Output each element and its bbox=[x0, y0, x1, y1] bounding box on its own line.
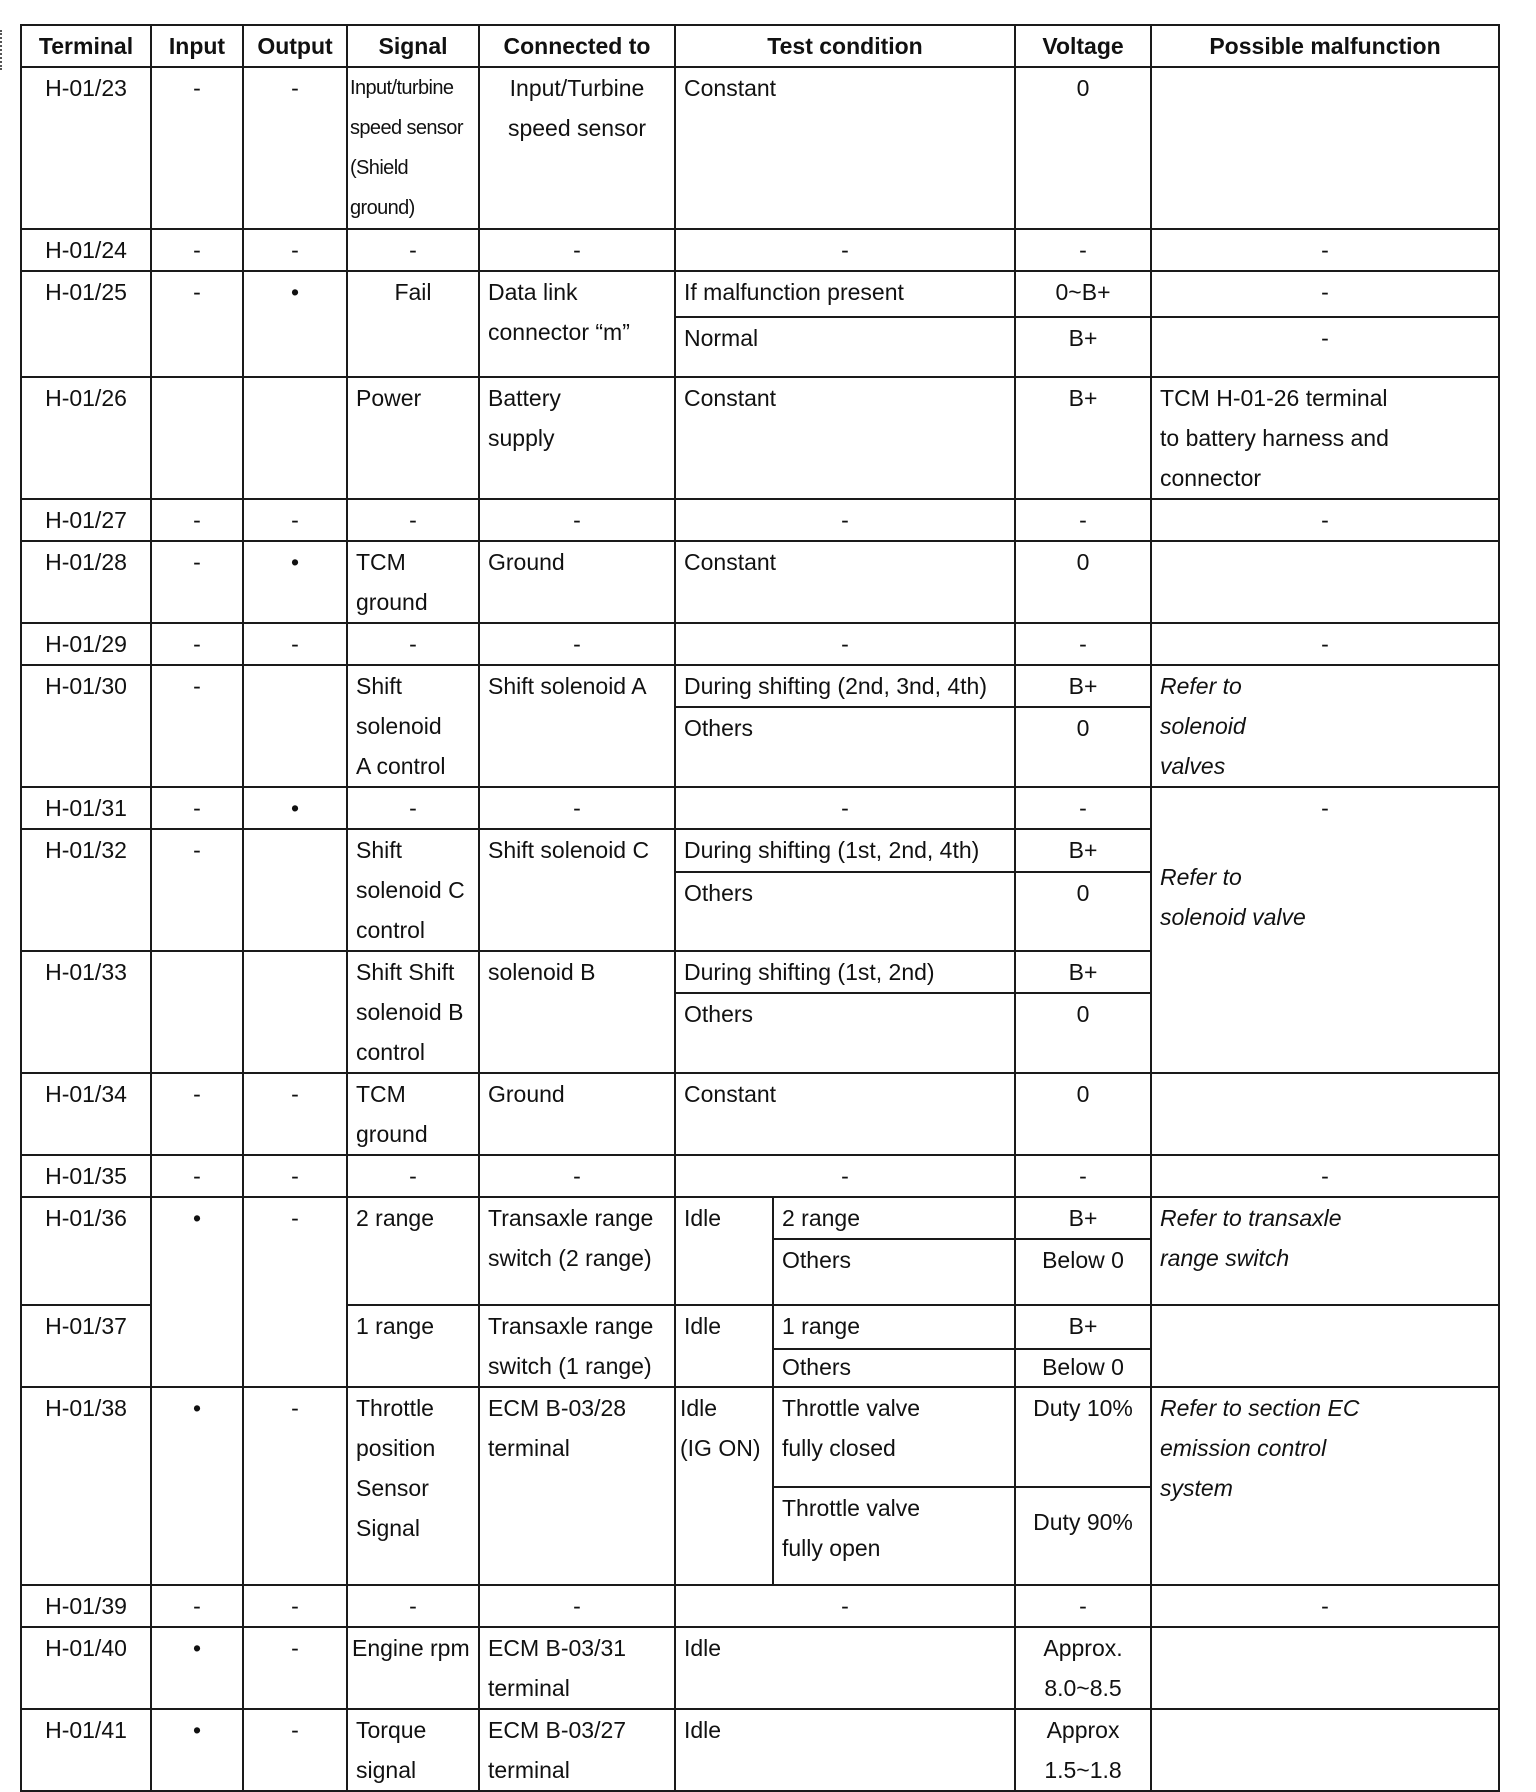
output-dot: • bbox=[243, 541, 347, 623]
subcondition-cell: Throttle valve fully open bbox=[773, 1487, 1015, 1585]
condition-cell: Others bbox=[675, 872, 1015, 951]
signal-cell: - bbox=[347, 499, 479, 541]
output-dot: • bbox=[243, 787, 347, 829]
connected-cell: Ground bbox=[479, 541, 675, 623]
header-connected-to: Connected to bbox=[479, 25, 675, 67]
connected-cell: ECM B-03/27 terminal bbox=[479, 1709, 675, 1791]
condition-cell: Others bbox=[675, 993, 1015, 1073]
terminal-cell: H-01/38 bbox=[21, 1387, 151, 1585]
output-cell bbox=[243, 665, 347, 787]
malfunction-cell: - bbox=[1151, 229, 1499, 271]
output-cell: - bbox=[243, 1197, 347, 1387]
connected-cell: - bbox=[479, 499, 675, 541]
connected-cell: - bbox=[479, 623, 675, 665]
signal-cell: Power bbox=[347, 377, 479, 499]
input-dot: • bbox=[151, 1197, 243, 1387]
signal-cell: Engine rpm bbox=[347, 1627, 479, 1709]
output-cell: - bbox=[243, 1387, 347, 1585]
malfunction-cell bbox=[1151, 1709, 1499, 1791]
condition-cell: During shifting (1st, 2nd, 4th) bbox=[675, 829, 1015, 872]
voltage-cell: Duty 10% bbox=[1015, 1387, 1151, 1487]
terminal-cell: H-01/40 bbox=[21, 1627, 151, 1709]
subcondition-cell: 1 range bbox=[773, 1305, 1015, 1349]
table-row bbox=[21, 499, 1499, 541]
table-row bbox=[21, 377, 1499, 499]
voltage-cell: - bbox=[1015, 499, 1151, 541]
voltage-cell: Approx 1.5~1.8 bbox=[1015, 1709, 1151, 1791]
connected-cell: Transaxle range switch (1 range) bbox=[479, 1305, 675, 1387]
voltage-cell: 0 bbox=[1015, 541, 1151, 623]
condition-cell: Idle (IG ON) bbox=[675, 1387, 773, 1585]
header-input: Input bbox=[151, 25, 243, 67]
terminal-cell: H-01/41 bbox=[21, 1709, 151, 1791]
terminal-cell: H-01/24 bbox=[21, 229, 151, 271]
table-row bbox=[21, 787, 1499, 829]
connected-cell: Shift solenoid C bbox=[479, 829, 675, 951]
malfunction-cell: - bbox=[1151, 1585, 1499, 1627]
terminal-cell: H-01/31 bbox=[21, 787, 151, 829]
terminal-cell: H-01/23 bbox=[21, 67, 151, 229]
connected-cell: ECM B-03/31 terminal bbox=[479, 1627, 675, 1709]
input-dot: • bbox=[151, 1709, 243, 1791]
output-cell: - bbox=[243, 1585, 347, 1627]
output-cell bbox=[243, 951, 347, 1073]
condition-cell: Constant bbox=[675, 377, 1015, 499]
terminal-cell: H-01/36 bbox=[21, 1197, 151, 1305]
voltage-cell: B+ bbox=[1015, 951, 1151, 993]
condition-cell: Idle bbox=[675, 1709, 1015, 1791]
condition-cell: - bbox=[675, 623, 1015, 665]
connected-cell: solenoid B bbox=[479, 951, 675, 1073]
terminal-table bbox=[20, 24, 1500, 1792]
table-row bbox=[21, 1155, 1499, 1197]
malfunction-cell: Refer to section EC emission control system bbox=[1151, 1387, 1499, 1585]
output-cell: - bbox=[243, 1155, 347, 1197]
connected-cell: Data link connector “m” bbox=[479, 271, 675, 377]
connected-cell: Input/Turbine speed sensor bbox=[479, 67, 675, 229]
output-cell: - bbox=[243, 67, 347, 229]
malfunction-cell: Refer to solenoid valves bbox=[1151, 665, 1499, 787]
malfunction-cell: - bbox=[1151, 787, 1499, 829]
condition-cell: - bbox=[675, 787, 1015, 829]
input-cell: - bbox=[151, 271, 243, 377]
voltage-cell: 0 bbox=[1015, 993, 1151, 1073]
output-dot: • bbox=[243, 271, 347, 377]
voltage-cell: B+ bbox=[1015, 1197, 1151, 1239]
voltage-cell: - bbox=[1015, 787, 1151, 829]
malfunction-cell: TCM H-01-26 terminal to battery harness and connector bbox=[1151, 377, 1499, 499]
voltage-cell: Below 0 bbox=[1015, 1349, 1151, 1387]
connected-cell: Battery supply bbox=[479, 377, 675, 499]
subcondition-cell: Others bbox=[773, 1349, 1015, 1387]
input-cell bbox=[151, 951, 243, 1073]
malfunction-cell bbox=[1151, 67, 1499, 229]
connected-cell: - bbox=[479, 229, 675, 271]
voltage-cell: 0 bbox=[1015, 707, 1151, 787]
table-row bbox=[21, 1585, 1499, 1627]
signal-cell: - bbox=[347, 787, 479, 829]
condition-cell: - bbox=[675, 1585, 1015, 1627]
malfunction-cell: Refer to solenoid valve bbox=[1151, 829, 1499, 1073]
malfunction-cell: - bbox=[1151, 317, 1499, 377]
output-cell: - bbox=[243, 1073, 347, 1155]
malfunction-cell: - bbox=[1151, 271, 1499, 317]
condition-cell: Constant bbox=[675, 67, 1015, 229]
condition-cell: Idle bbox=[675, 1197, 773, 1305]
header-signal: Signal bbox=[347, 25, 479, 67]
connected-cell: - bbox=[479, 1585, 675, 1627]
signal-cell: Shift solenoid A control bbox=[347, 665, 479, 787]
voltage-cell: 0~B+ bbox=[1015, 271, 1151, 317]
table-row bbox=[21, 623, 1499, 665]
signal-cell: - bbox=[347, 229, 479, 271]
header-output: Output bbox=[243, 25, 347, 67]
signal-cell: - bbox=[347, 623, 479, 665]
terminal-cell: H-01/32 bbox=[21, 829, 151, 951]
subcondition-cell: 2 range bbox=[773, 1197, 1015, 1239]
signal-cell: Torque signal bbox=[347, 1709, 479, 1791]
header-voltage: Voltage bbox=[1015, 25, 1151, 67]
input-cell: - bbox=[151, 67, 243, 229]
connected-cell: Shift solenoid A bbox=[479, 665, 675, 787]
output-cell bbox=[243, 377, 347, 499]
condition-cell: During shifting (1st, 2nd) bbox=[675, 951, 1015, 993]
voltage-cell: - bbox=[1015, 1155, 1151, 1197]
input-cell: - bbox=[151, 229, 243, 271]
voltage-cell: B+ bbox=[1015, 317, 1151, 377]
header-possible-malfunction: Possible malfunction bbox=[1151, 25, 1499, 67]
input-cell: - bbox=[151, 1585, 243, 1627]
input-cell: - bbox=[151, 1073, 243, 1155]
signal-cell: 2 range bbox=[347, 1197, 479, 1305]
input-cell: - bbox=[151, 1155, 243, 1197]
signal-cell: Shift Shift solenoid B control bbox=[347, 951, 479, 1073]
signal-cell: - bbox=[347, 1155, 479, 1197]
voltage-cell: B+ bbox=[1015, 829, 1151, 872]
voltage-cell: Duty 90% bbox=[1015, 1487, 1151, 1585]
condition-cell: Idle bbox=[675, 1305, 773, 1387]
table-row bbox=[21, 1387, 1499, 1487]
terminal-cell: H-01/25 bbox=[21, 271, 151, 377]
terminal-cell: H-01/33 bbox=[21, 951, 151, 1073]
condition-cell: Idle bbox=[675, 1627, 1015, 1709]
input-cell: - bbox=[151, 623, 243, 665]
voltage-cell: 0 bbox=[1015, 67, 1151, 229]
input-cell: - bbox=[151, 499, 243, 541]
output-cell: - bbox=[243, 1627, 347, 1709]
terminal-cell: H-01/34 bbox=[21, 1073, 151, 1155]
connected-cell: Transaxle range switch (2 range) bbox=[479, 1197, 675, 1305]
condition-cell: - bbox=[675, 1155, 1015, 1197]
table-row bbox=[21, 1073, 1499, 1155]
connected-cell: ECM B-03/28 terminal bbox=[479, 1387, 675, 1585]
malfunction-cell: - bbox=[1151, 623, 1499, 665]
terminal-cell: H-01/26 bbox=[21, 377, 151, 499]
signal-cell: Input/turbine speed sensor (Shield ground) bbox=[347, 67, 479, 229]
malfunction-cell bbox=[1151, 541, 1499, 623]
connected-cell: Ground bbox=[479, 1073, 675, 1155]
signal-cell: - bbox=[347, 1585, 479, 1627]
voltage-cell: - bbox=[1015, 1585, 1151, 1627]
malfunction-cell: Refer to transaxle range switch bbox=[1151, 1197, 1499, 1305]
output-cell: - bbox=[243, 229, 347, 271]
terminal-cell: H-01/30 bbox=[21, 665, 151, 787]
voltage-cell: B+ bbox=[1015, 377, 1151, 499]
margin-mark bbox=[0, 30, 5, 70]
input-cell: - bbox=[151, 787, 243, 829]
condition-cell: - bbox=[675, 229, 1015, 271]
input-cell bbox=[151, 377, 243, 499]
table-row bbox=[21, 67, 1499, 229]
input-dot: • bbox=[151, 1387, 243, 1585]
voltage-cell: Below 0 bbox=[1015, 1239, 1151, 1305]
condition-cell: If malfunction present bbox=[675, 271, 1015, 317]
voltage-cell: 0 bbox=[1015, 1073, 1151, 1155]
malfunction-cell: - bbox=[1151, 499, 1499, 541]
output-cell: - bbox=[243, 623, 347, 665]
condition-cell: - bbox=[675, 499, 1015, 541]
condition-cell: Constant bbox=[675, 1073, 1015, 1155]
connected-cell: - bbox=[479, 787, 675, 829]
malfunction-cell bbox=[1151, 1073, 1499, 1155]
table-row bbox=[21, 829, 1499, 872]
connected-cell: - bbox=[479, 1155, 675, 1197]
subcondition-cell: Throttle valve fully closed bbox=[773, 1387, 1015, 1487]
table-row bbox=[21, 271, 1499, 317]
header-terminal: Terminal bbox=[21, 25, 151, 67]
signal-cell: Throttle position Sensor Signal bbox=[347, 1387, 479, 1585]
condition-cell: Others bbox=[675, 707, 1015, 787]
table-row bbox=[21, 665, 1499, 707]
table-row bbox=[21, 1709, 1499, 1791]
terminal-cell: H-01/28 bbox=[21, 541, 151, 623]
voltage-cell: B+ bbox=[1015, 665, 1151, 707]
output-cell: - bbox=[243, 1709, 347, 1791]
malfunction-cell bbox=[1151, 1627, 1499, 1709]
voltage-cell: Approx. 8.0~8.5 bbox=[1015, 1627, 1151, 1709]
terminal-cell: H-01/39 bbox=[21, 1585, 151, 1627]
signal-cell: Fail bbox=[347, 271, 479, 377]
table-row bbox=[21, 1197, 1499, 1239]
voltage-cell: 0 bbox=[1015, 872, 1151, 951]
signal-cell: TCM ground bbox=[347, 541, 479, 623]
table-row bbox=[21, 1627, 1499, 1709]
condition-cell: During shifting (2nd, 3nd, 4th) bbox=[675, 665, 1015, 707]
voltage-cell: - bbox=[1015, 229, 1151, 271]
terminal-cell: H-01/35 bbox=[21, 1155, 151, 1197]
header-row bbox=[21, 25, 1499, 67]
table-row bbox=[21, 541, 1499, 623]
signal-cell: 1 range bbox=[347, 1305, 479, 1387]
voltage-cell: B+ bbox=[1015, 1305, 1151, 1349]
output-cell bbox=[243, 829, 347, 951]
terminal-cell: H-01/29 bbox=[21, 623, 151, 665]
input-dot: • bbox=[151, 1627, 243, 1709]
voltage-cell: - bbox=[1015, 623, 1151, 665]
malfunction-cell: - bbox=[1151, 1155, 1499, 1197]
signal-cell: TCM ground bbox=[347, 1073, 479, 1155]
input-cell: - bbox=[151, 541, 243, 623]
header-test-condition: Test condition bbox=[675, 25, 1015, 67]
subcondition-cell: Others bbox=[773, 1239, 1015, 1305]
malfunction-cell bbox=[1151, 1305, 1499, 1387]
terminal-cell: H-01/27 bbox=[21, 499, 151, 541]
terminal-cell: H-01/37 bbox=[21, 1305, 151, 1387]
signal-cell: Shift solenoid C control bbox=[347, 829, 479, 951]
table-row bbox=[21, 229, 1499, 271]
output-cell: - bbox=[243, 499, 347, 541]
condition-cell: Constant bbox=[675, 541, 1015, 623]
condition-cell: Normal bbox=[675, 317, 1015, 377]
input-cell: - bbox=[151, 829, 243, 951]
input-cell: - bbox=[151, 665, 243, 787]
tcm-terminal-table-page bbox=[20, 24, 1500, 1792]
